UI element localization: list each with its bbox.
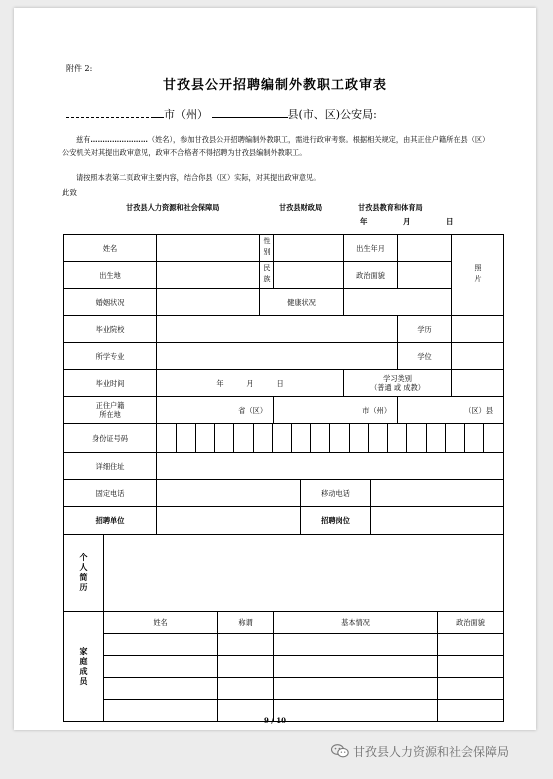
city-blank — [66, 107, 154, 118]
intro-paragraph: 兹有……………………（姓名），参加甘孜县公开招聘编制外教职工，需进行政审考察。根据相关规定，由其正住户籍所在县（区）公安机关对其提出政审意见，政审不合格者不得招聘为甘孜县编制外教职工。 — [62, 135, 490, 157]
date-year: 年 — [360, 217, 368, 226]
cell-gender[interactable] — [274, 235, 344, 262]
id-digit-cell[interactable] — [426, 424, 445, 452]
label-id-number: 身份证号码 — [64, 424, 157, 453]
wechat-icon — [331, 744, 349, 758]
annex-label: 附件 2: — [66, 64, 93, 73]
family-header-name: 姓名 — [104, 612, 218, 634]
id-digit-cell[interactable] — [484, 424, 503, 452]
document-page — [14, 8, 536, 730]
row-major — [64, 343, 504, 370]
id-digit-cell[interactable] — [215, 424, 234, 452]
family-header-political: 政治面貌 — [438, 612, 504, 634]
cell-degree[interactable] — [452, 316, 504, 343]
id-digit-cell[interactable] — [368, 424, 387, 452]
date-month: 月 — [403, 217, 411, 226]
label-ethnicity: 民族 — [260, 262, 274, 289]
label-hukou: 正住户籍 所在地 — [64, 397, 157, 424]
label-recruit-post: 招聘岗位 — [301, 507, 371, 535]
row-resume — [64, 535, 504, 612]
cell-political[interactable] — [398, 262, 452, 289]
label-marital: 婚姻状况 — [64, 289, 157, 316]
signer-hrss: 甘孜县人力资源和社会保障局 — [126, 203, 220, 212]
cell-phone[interactable] — [157, 480, 301, 507]
label-xuewei: 学位 — [398, 343, 452, 370]
id-digit-cell[interactable] — [465, 424, 484, 452]
id-digit-cell[interactable] — [311, 424, 330, 452]
label-recruit-unit: 招聘单位 — [64, 507, 157, 535]
cell-hukou-city[interactable]: 市（州） — [274, 397, 398, 424]
row-id-number — [64, 424, 504, 453]
cell-recruit-unit[interactable] — [157, 507, 301, 535]
address-line — [66, 106, 377, 122]
row-grad-time — [64, 370, 504, 397]
id-digit-cell[interactable] — [195, 424, 214, 452]
cell-grad-time[interactable]: 年 月 日 — [157, 370, 344, 397]
id-digit-cell[interactable] — [445, 424, 464, 452]
label-gender: 性别 — [260, 235, 274, 262]
county-label: 县(市、区)公安局: — [287, 108, 377, 121]
cell-hukou-county[interactable]: （区）县 — [398, 397, 504, 424]
city-label: 市（州） — [164, 108, 208, 121]
label-birthplace: 出生地 — [64, 262, 157, 289]
id-digit-cell[interactable] — [176, 424, 195, 452]
family-row — [64, 678, 504, 700]
photo-label: 照片 — [474, 264, 483, 286]
cell-ethnicity[interactable] — [274, 262, 344, 289]
row-marital — [64, 289, 504, 316]
id-digit-cell[interactable] — [292, 424, 311, 452]
row-birthplace — [64, 262, 504, 289]
label-address: 详细住址 — [64, 453, 157, 480]
salutation: 此致 — [62, 188, 77, 197]
county-blank — [212, 107, 288, 118]
id-digit-cell[interactable] — [388, 424, 407, 452]
signer-finance: 甘孜县财政局 — [279, 203, 323, 212]
family-header-row — [64, 612, 504, 634]
row-school — [64, 316, 504, 343]
cell-mobile[interactable] — [371, 480, 504, 507]
family-header-info: 基本情况 — [274, 612, 438, 634]
row-hukou — [64, 397, 504, 424]
family-row — [64, 634, 504, 656]
cell-hukou-province[interactable]: 省（区） — [157, 397, 274, 424]
label-birth-date: 出生年月 — [344, 235, 398, 262]
id-digit-cell[interactable] — [253, 424, 272, 452]
id-digit-cell[interactable] — [407, 424, 426, 452]
watermark — [331, 743, 509, 760]
id-digit-cell[interactable] — [349, 424, 368, 452]
row-phone — [64, 480, 504, 507]
id-digit-cell[interactable] — [330, 424, 349, 452]
page-number: 9 / 10 — [263, 716, 287, 725]
cell-marital[interactable] — [157, 289, 260, 316]
photo-cell — [452, 235, 504, 316]
family-row — [64, 656, 504, 678]
signer-education: 甘孜县教育和体育局 — [358, 203, 423, 212]
cell-major[interactable] — [157, 343, 398, 370]
label-health: 健康状况 — [260, 289, 344, 316]
page-title: 甘孜县公开招聘编制外教职工政审表 — [162, 78, 387, 93]
cell-birth-date[interactable] — [398, 235, 452, 262]
id-digit-grid — [157, 424, 504, 453]
instruction-paragraph: 请按照本表第二页政审主要内容，结合你县（区）实际，对其提出政审意见。 — [76, 173, 321, 182]
cell-address[interactable] — [157, 453, 504, 480]
cell-recruit-post[interactable] — [371, 507, 504, 535]
cell-resume[interactable] — [104, 535, 504, 612]
label-study-type: 学习类别 （普通 或 成教） — [344, 370, 452, 397]
review-form-table — [63, 234, 504, 722]
row-recruit — [64, 507, 504, 535]
id-digit-cell[interactable] — [157, 424, 176, 452]
label-political: 政治面貌 — [344, 262, 398, 289]
cell-name[interactable] — [157, 235, 260, 262]
label-school: 毕业院校 — [64, 316, 157, 343]
id-digit-cell[interactable] — [272, 424, 291, 452]
label-resume: 个人简历 — [64, 535, 104, 612]
row-address — [64, 453, 504, 480]
name-dots: …………………… — [90, 135, 148, 144]
label-degree: 学历 — [398, 316, 452, 343]
label-grad-time: 毕业时间 — [64, 370, 157, 397]
label-mobile: 移动电话 — [301, 480, 371, 507]
cell-school[interactable] — [157, 316, 398, 343]
watermark-text: 甘孜县人力资源和社会保障局 — [353, 745, 510, 759]
cell-xuewei[interactable] — [452, 343, 504, 370]
row-name — [64, 235, 504, 262]
label-phone: 固定电话 — [64, 480, 157, 507]
date-day: 日 — [446, 217, 454, 226]
cell-study-type[interactable] — [452, 370, 504, 397]
id-digit-cell[interactable] — [234, 424, 253, 452]
label-major: 所学专业 — [64, 343, 157, 370]
cell-birthplace[interactable] — [157, 262, 260, 289]
cell-health[interactable] — [344, 289, 452, 316]
family-header-relation: 称谓 — [218, 612, 274, 634]
label-family: 家庭成员 — [64, 612, 104, 722]
label-name: 姓名 — [64, 235, 157, 262]
